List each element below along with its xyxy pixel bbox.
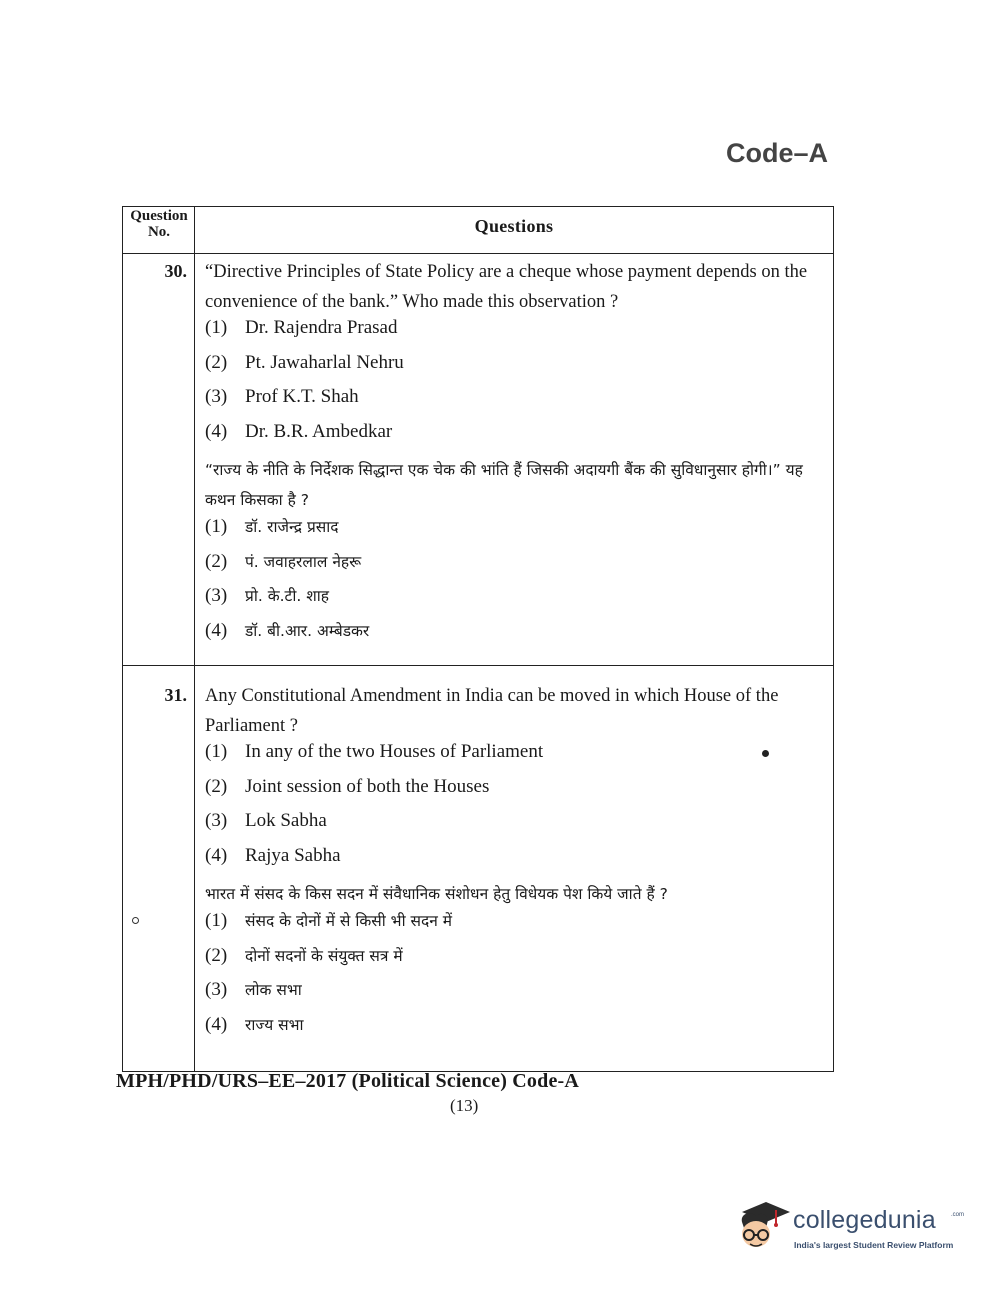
student-mascot-icon [736, 1198, 792, 1256]
option-hi: (1) संसद के दोनों में से किसी भी सदन में [205, 910, 453, 931]
question-table [122, 206, 834, 1072]
question-number: 31. [164, 685, 187, 705]
header-question-no: Question No. [130, 208, 188, 240]
question-stem-en: “Directive Principles of State Policy are a cheque whose payment depends on the convenience of the bank.” Who made this observation ? [205, 262, 808, 312]
logo-tagline: India's largest Student Review Platform [794, 1240, 954, 1250]
option-en: (4) Dr. B.R. Ambedkar [205, 420, 393, 442]
option-hi: (3) लोक सभा [205, 979, 302, 1000]
header-questions: Questions [474, 216, 554, 236]
question-30 [205, 257, 833, 653]
option-hi: (4) डॉ. बी.आर. अम्बेडकर [205, 619, 370, 641]
question-number: 30. [164, 261, 187, 281]
option-en: (2) Joint session of both the Houses [205, 775, 490, 797]
header-divider [123, 253, 833, 254]
scan-speck [762, 750, 769, 757]
collegedunia-logo [736, 1198, 966, 1258]
column-divider [194, 207, 195, 1071]
question-31 [205, 681, 833, 1047]
footer-code: MPH/PHD/URS–EE–2017 (Political Science) Code-A [116, 1070, 580, 1092]
option-en: (3) Prof K.T. Shah [205, 386, 359, 407]
page-number: (13) [450, 1096, 479, 1115]
option-hi: (2) दोनों सदनों के संयुक्त सत्र में [205, 944, 403, 966]
option-en: (1) Dr. Rajendra Prasad [205, 317, 398, 338]
scan-speck [132, 917, 139, 924]
question-stem-hi: “राज्य के नीति के निर्देशक सिद्धान्त एक चेक की भांति हैं जिसकी अदायगी बैंक की सुविधानुसार होगी।” यह कथन किसका है ? [205, 461, 803, 509]
option-en: (4) Rajya Sabha [205, 844, 341, 866]
option-hi: (3) प्रो. के.टी. शाह [205, 585, 329, 606]
option-en: (1) In any of the two Houses of Parliament [205, 741, 544, 762]
option-en: (2) Pt. Jawaharlal Nehru [205, 351, 404, 373]
option-hi: (1) डॉ. राजेन्द्र प्रसाद [205, 516, 339, 537]
option-hi: (2) पं. जवाहरलाल नेहरू [205, 550, 362, 572]
question-stem-en: Any Constitutional Amendment in India can be moved in which House of the Parliament ? [205, 686, 779, 736]
row-divider [123, 665, 833, 666]
code-label: Code–A [726, 138, 829, 168]
logo-wordmark: collegedunia [793, 1206, 936, 1234]
option-hi: (4) राज्य सभा [205, 1013, 304, 1035]
question-stem-hi: भारत में संसद के किस सदन में संवैधानिक संशोधन हेतु विधेयक पेश किये जाते हैं ? [205, 885, 668, 903]
logo-domain-suffix: .com [951, 1212, 965, 1218]
option-en: (3) Lok Sabha [205, 810, 327, 831]
